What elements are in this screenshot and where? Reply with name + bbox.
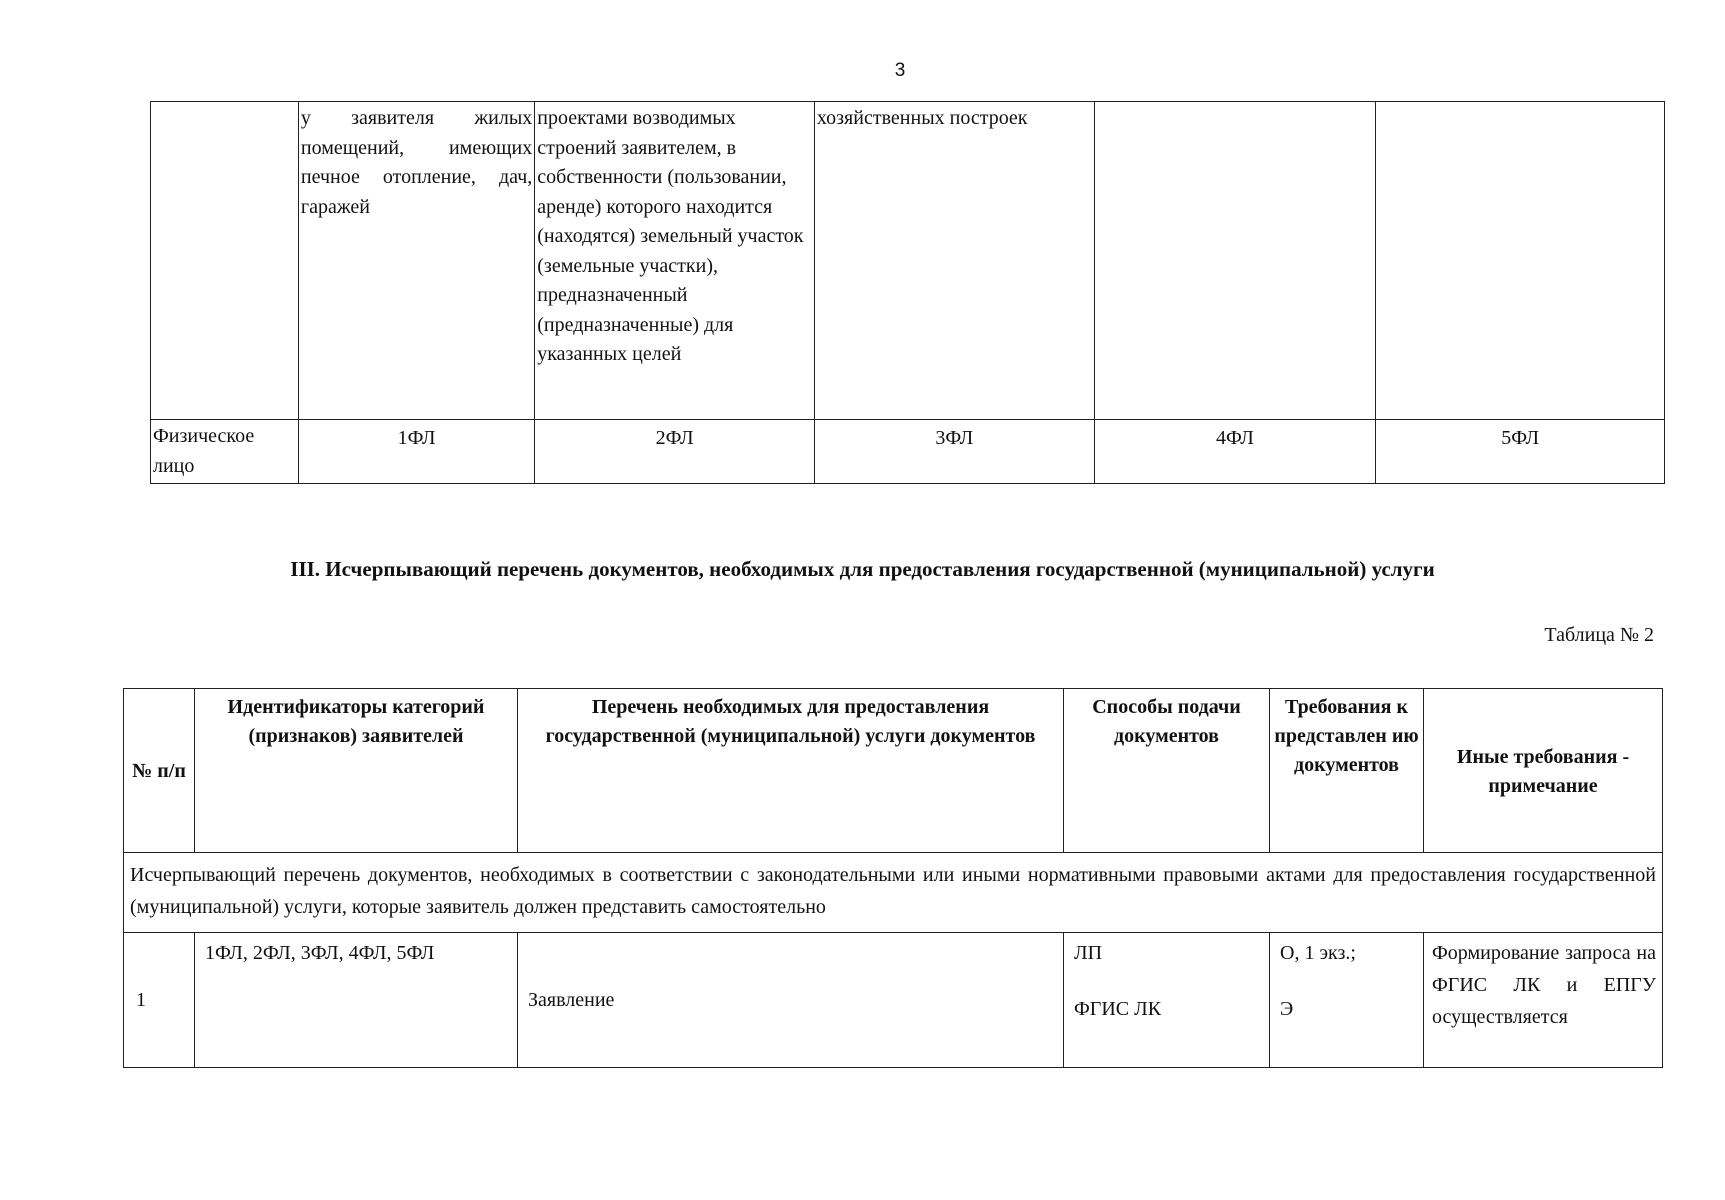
documents-table — [123, 688, 1663, 1068]
table-row — [124, 853, 1663, 933]
row-methods — [1064, 933, 1270, 1068]
header-categories: Идентификаторы категорий (признаков) заявителей — [195, 689, 518, 853]
table-row — [151, 420, 1665, 484]
header-number: № п/п — [124, 689, 195, 853]
row-label-individual: Физическое лицо — [151, 420, 299, 484]
table-cell — [151, 102, 299, 420]
table-cell — [1376, 102, 1665, 420]
category-code: 2ФЛ — [535, 420, 815, 484]
page-number: 3 — [894, 60, 906, 81]
section-title: III. Исчерпывающий перечень документов, необходимых для предоставления государственной (муниципальной) услуги — [290, 557, 1435, 581]
table-cell: у заявителя жилых помещений, имеющих печное отопление, дач, гаражей — [298, 102, 534, 420]
spacer — [1074, 969, 1267, 993]
category-code: 3ФЛ — [814, 420, 1094, 484]
row-number: 1 — [124, 933, 195, 1068]
method-text: ЛП — [1074, 942, 1103, 964]
row-requirements — [1270, 933, 1424, 1068]
category-code: 5ФЛ — [1376, 420, 1665, 484]
table-label: Таблица № 2 — [1544, 624, 1654, 646]
category-code: 4ФЛ — [1094, 420, 1376, 484]
header-documents: Перечень необходимых для предоставления государственной (муниципальной) услуги документов — [518, 689, 1064, 853]
header-notes: Иные требования - примечание — [1424, 689, 1663, 853]
row-note: Формирование запроса на ФГИС ЛК и ЕПГУ осуществляется — [1424, 933, 1663, 1068]
method-text: ФГИС ЛК — [1074, 998, 1162, 1020]
table-row — [124, 933, 1663, 1068]
table-cell: проектами возводимых строений заявителем, в собственности (пользовании, аренде) которого находится (находятся) земельный участок (земельные участки), предназначенный (предназначенные) для указанных целей — [535, 102, 815, 420]
table-row — [151, 102, 1665, 420]
spacer — [1280, 969, 1421, 993]
requirement-text: Э — [1280, 998, 1294, 1020]
row-categories: 1ФЛ, 2ФЛ, 3ФЛ, 4ФЛ, 5ФЛ — [195, 933, 518, 1068]
spanning-description: Исчерпывающий перечень документов, необходимых в соответствии с законодательными или иными нормативными правовыми актами для предоставления государственной (муниципальной) услуги, которые заявитель должен представить самостоятельно — [124, 853, 1663, 933]
requirement-text: О, 1 экз.; — [1280, 942, 1356, 964]
row-document: Заявление — [518, 933, 1064, 1068]
category-code: 1ФЛ — [298, 420, 534, 484]
header-requirements: Требования к представлен ию документов — [1270, 689, 1424, 853]
table-header-row — [124, 689, 1663, 853]
header-methods: Способы подачи документов — [1064, 689, 1270, 853]
table-cell — [1094, 102, 1376, 420]
table-cell: хозяйственных построек — [814, 102, 1094, 420]
applicant-categories-table-continuation — [150, 101, 1665, 484]
